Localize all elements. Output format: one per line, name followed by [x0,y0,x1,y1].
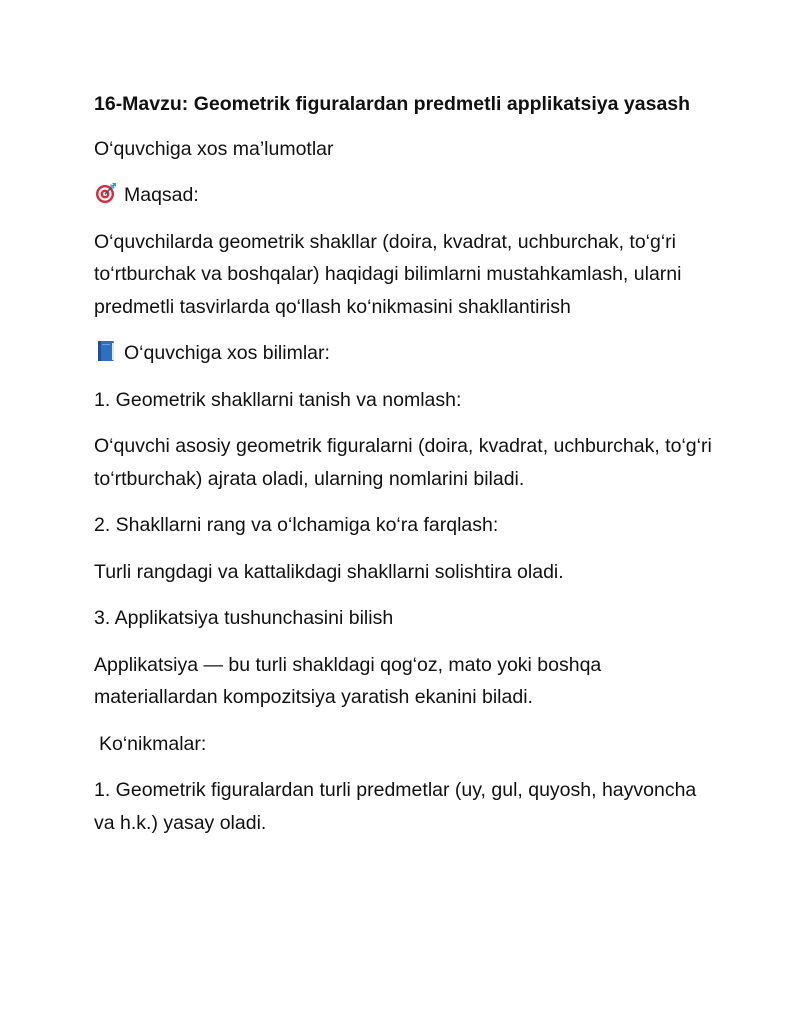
knowledge-item-heading: 2. Shakllarni rang va o‘lchamiga ko‘ra farqlash: [94,514,499,536]
goal-heading [94,179,714,212]
goal-text: O‘quvchilarda geometrik shakllar (doira, kvadrat, uchburchak, to‘g‘ri to‘rtburchak va boshqalar) haqidagi bilimlarni mustahkamlash, ularni predmetli tasvirlarda qo‘llash ko‘nikmasini shakllantirish [94,230,682,318]
document-body [94,88,714,853]
knowledge-heading [94,337,714,370]
knowledge-item-text: Applikatsiya — bu turli shakldagi qog‘oz, mato yoki boshqa materiallardan kompozitsiya yaratish ekanini biladi. [94,653,602,708]
skills-item: 1. Geometrik figuralardan turli predmetlar (uy, gul, quyosh, hayvoncha va h.k.) yasay oladi. [94,779,697,834]
knowledge-label: O‘quvchiga xos bilimlar: [124,342,330,364]
knowledge-item-text: Turli rangdagi va kattalikdagi shakllarni solishtira oladi. [94,560,564,583]
target-icon [94,181,118,205]
skills-label: Ko‘nikmalar: [99,732,207,755]
book-icon [94,339,118,363]
knowledge-item-text: O‘quvchi asosiy geometrik figuralarni (doira, kvadrat, uchburchak, to‘g‘ri to‘rtburchak) ajrata oladi, ularning nomlarini biladi. [94,435,712,490]
goal-label: Maqsad: [124,184,199,206]
page-title: 16-Mavzu: Geometrik figuralardan predmetli applikatsiya yasash [94,93,691,115]
knowledge-item-heading: 3. Applikatsiya tushunchasini bilish [94,607,394,629]
knowledge-item-heading: 1. Geometrik shakllarni tanish va nomlash: [94,388,462,411]
subtitle: O‘quvchiga xos ma’lumotlar [94,137,334,160]
